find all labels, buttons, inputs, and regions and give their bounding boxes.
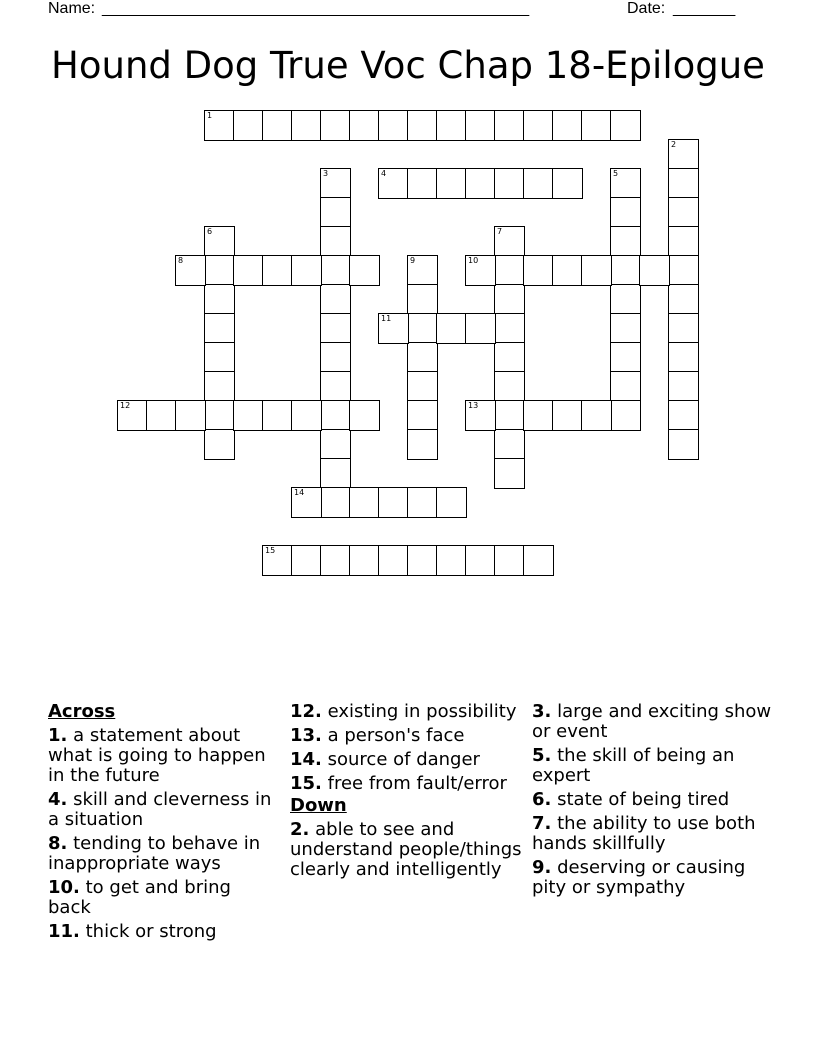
clue-item [290,774,522,794]
grid-cell[interactable] [204,371,235,402]
clue-item [290,820,522,880]
grid-cell[interactable] [494,284,525,315]
clue-item [48,922,276,942]
clue-item [290,726,522,746]
grid-cell[interactable] [668,371,699,402]
clue-item-text: state of being tired [557,789,730,810]
clue-item-number: 4. [48,789,68,810]
clue-item-text: the skill of being an expert [532,745,735,786]
grid-cell[interactable] [320,545,351,576]
name-label: Name: [48,0,96,17]
grid-cell[interactable] [436,313,467,344]
grid-cell[interactable] [349,487,380,518]
grid-cell[interactable] [610,284,641,315]
grid-cell[interactable] [407,371,438,402]
clue-item-number: 1. [48,725,68,746]
clue-item [532,790,772,810]
clue-item [48,834,276,874]
grid-cell[interactable] [262,110,293,141]
grid-cell[interactable] [291,400,322,431]
clue-item-number: 13. [290,725,322,746]
page-title: Hound Dog True Voc Chap 18-Epilogue [51,44,765,87]
name-blank[interactable]: ________________________________________________ [102,0,530,17]
clue-item-number: 9. [532,857,552,878]
clue-item [48,790,276,830]
grid-cell[interactable] [668,400,699,431]
clue-item-text: free from fault/error [327,773,507,794]
date-blank[interactable]: _______ [673,0,736,17]
clue-item [290,702,522,722]
grid-cell[interactable] [436,545,467,576]
grid-cell[interactable] [639,255,670,286]
clue-item-number: 11. [48,921,80,942]
grid-cell[interactable] [436,168,467,199]
grid-cell[interactable] [668,342,699,373]
clue-item-number: 14. [290,749,322,770]
clue-item-number: 12. [290,701,322,722]
grid-cell[interactable] [407,284,438,315]
clue-number: 5 [613,169,619,178]
clue-item-text: skill and cleverness in a situation [48,789,272,830]
grid-cell[interactable] [320,400,351,431]
clue-number: 7 [497,227,503,236]
clue-item [532,702,772,742]
grid-cell[interactable] [291,110,322,141]
clue-item-text: to get and bring back [48,877,231,918]
grid-cell[interactable] [610,342,641,373]
grid-cell[interactable] [407,342,438,373]
grid-cell[interactable] [523,255,554,286]
grid-cell[interactable] [494,313,525,344]
clue-number: 8 [178,256,184,265]
clue-number: 13 [468,401,479,410]
grid-cell[interactable] [494,371,525,402]
grid-cell[interactable] [494,400,525,431]
clues-column-1 [48,702,276,946]
clue-number: 12 [120,401,131,410]
grid-cell[interactable] [668,226,699,257]
grid-cell[interactable] [175,400,206,431]
grid-cell[interactable] [494,110,525,141]
grid-cell[interactable] [465,168,496,199]
grid-cell[interactable] [146,400,177,431]
grid-cell[interactable] [262,255,293,286]
grid-cell[interactable] [494,545,525,576]
grid-cell[interactable] [233,400,264,431]
clues-column-3 [532,702,772,902]
clue-number: 2 [671,140,677,149]
grid-cell[interactable] [668,429,699,460]
grid-cell[interactable] [494,255,525,286]
grid-cell[interactable] [320,255,351,286]
grid-cell[interactable] [668,255,699,286]
grid-cell[interactable] [465,110,496,141]
clues-column-2 [290,702,522,884]
grid-cell[interactable] [407,429,438,460]
grid-cell[interactable] [610,110,641,141]
clue-item-text: deserving or causing pity or sympathy [532,857,746,898]
grid-cell[interactable] [204,400,235,431]
clue-item [48,878,276,918]
grid-cell[interactable] [320,313,351,344]
grid-cell[interactable] [668,284,699,315]
grid-cell[interactable] [320,226,351,257]
clue-number: 11 [381,314,392,323]
clue-number: 15 [265,546,276,555]
grid-cell[interactable] [610,197,641,228]
grid-cell[interactable] [610,255,641,286]
clue-item-number: 15. [290,773,322,794]
grid-cell[interactable] [320,371,351,402]
grid-cell[interactable] [291,545,322,576]
grid-cell[interactable] [262,400,293,431]
grid-cell[interactable] [349,545,380,576]
grid-cell[interactable] [349,400,380,431]
grid-cell[interactable] [436,487,467,518]
grid-cell[interactable] [610,313,641,344]
grid-cell[interactable] [581,400,612,431]
clue-item-text: source of danger [327,749,480,770]
grid-cell[interactable] [581,255,612,286]
grid-cell[interactable] [523,168,554,199]
grid-cell[interactable] [581,110,612,141]
grid-cell[interactable] [378,110,409,141]
grid-cell[interactable] [320,197,351,228]
grid-cell[interactable] [552,255,583,286]
grid-cell[interactable] [610,400,641,431]
grid-cell[interactable] [320,487,351,518]
grid-cell[interactable] [204,342,235,373]
clue-item-text: a person's face [327,725,465,746]
clue-item-text: thick or strong [85,921,217,942]
grid-cell[interactable] [494,429,525,460]
grid-cell[interactable] [204,429,235,460]
grid-cell[interactable] [407,487,438,518]
grid-cell[interactable] [349,255,380,286]
grid-cell[interactable] [523,545,554,576]
clue-item-number: 2. [290,819,310,840]
clue-item-number: 6. [532,789,552,810]
grid-cell[interactable] [552,110,583,141]
grid-cell[interactable] [610,371,641,402]
clue-number: 10 [468,256,479,265]
grid-cell[interactable] [407,545,438,576]
grid-cell[interactable] [465,313,496,344]
clue-item-number: 10. [48,877,80,898]
grid-cell[interactable] [523,400,554,431]
grid-cell[interactable] [378,545,409,576]
clue-item-text: the ability to use both hands skillfully [532,813,756,854]
grid-cell[interactable] [320,458,351,489]
grid-cell[interactable] [436,110,467,141]
clue-item [48,726,276,786]
clue-number: 14 [294,488,305,497]
clue-number: 1 [207,111,213,120]
grid-cell[interactable] [233,110,264,141]
down-heading: Down [290,795,347,816]
grid-cell[interactable] [204,255,235,286]
clue-item-text: able to see and understand people/things clearly and intelligently [290,819,522,880]
grid-cell[interactable] [668,197,699,228]
grid-cell[interactable] [494,458,525,489]
clue-item [532,814,772,854]
clue-number: 4 [381,169,387,178]
grid-cell[interactable] [407,168,438,199]
clue-item-text: tending to behave in inappropriate ways [48,833,261,874]
clue-item-text: a statement about what is going to happen in the future [48,725,266,786]
grid-cell[interactable] [494,168,525,199]
grid-cell[interactable] [204,284,235,315]
clue-item [532,858,772,898]
grid-cell[interactable] [349,110,380,141]
grid-cell[interactable] [465,545,496,576]
grid-cell[interactable] [407,313,438,344]
grid-cell[interactable] [407,400,438,431]
clue-item-number: 8. [48,833,68,854]
grid-cell[interactable] [552,400,583,431]
clue-item-number: 3. [532,701,552,722]
grid-cell[interactable] [233,255,264,286]
clue-item-number: 7. [532,813,552,834]
grid-cell[interactable] [204,313,235,344]
clue-item-text: large and exciting show or event [532,701,772,742]
grid-cell[interactable] [668,168,699,199]
clue-item [290,750,522,770]
grid-cell[interactable] [552,168,583,199]
grid-cell[interactable] [320,284,351,315]
clue-item-number: 5. [532,745,552,766]
grid-cell[interactable] [523,110,554,141]
clue-item-text: existing in possibility [327,701,517,722]
grid-cell[interactable] [320,110,351,141]
clue-number: 6 [207,227,213,236]
clue-item [532,746,772,786]
grid-cell[interactable] [407,110,438,141]
clue-number: 9 [410,256,416,265]
clue-number: 3 [323,169,329,178]
grid-cell[interactable] [320,342,351,373]
across-heading: Across [48,701,116,722]
grid-cell[interactable] [378,487,409,518]
grid-cell[interactable] [610,226,641,257]
grid-cell[interactable] [291,255,322,286]
grid-cell[interactable] [494,342,525,373]
date-label: Date: [627,0,666,17]
grid-cell[interactable] [320,429,351,460]
grid-cell[interactable] [668,313,699,344]
